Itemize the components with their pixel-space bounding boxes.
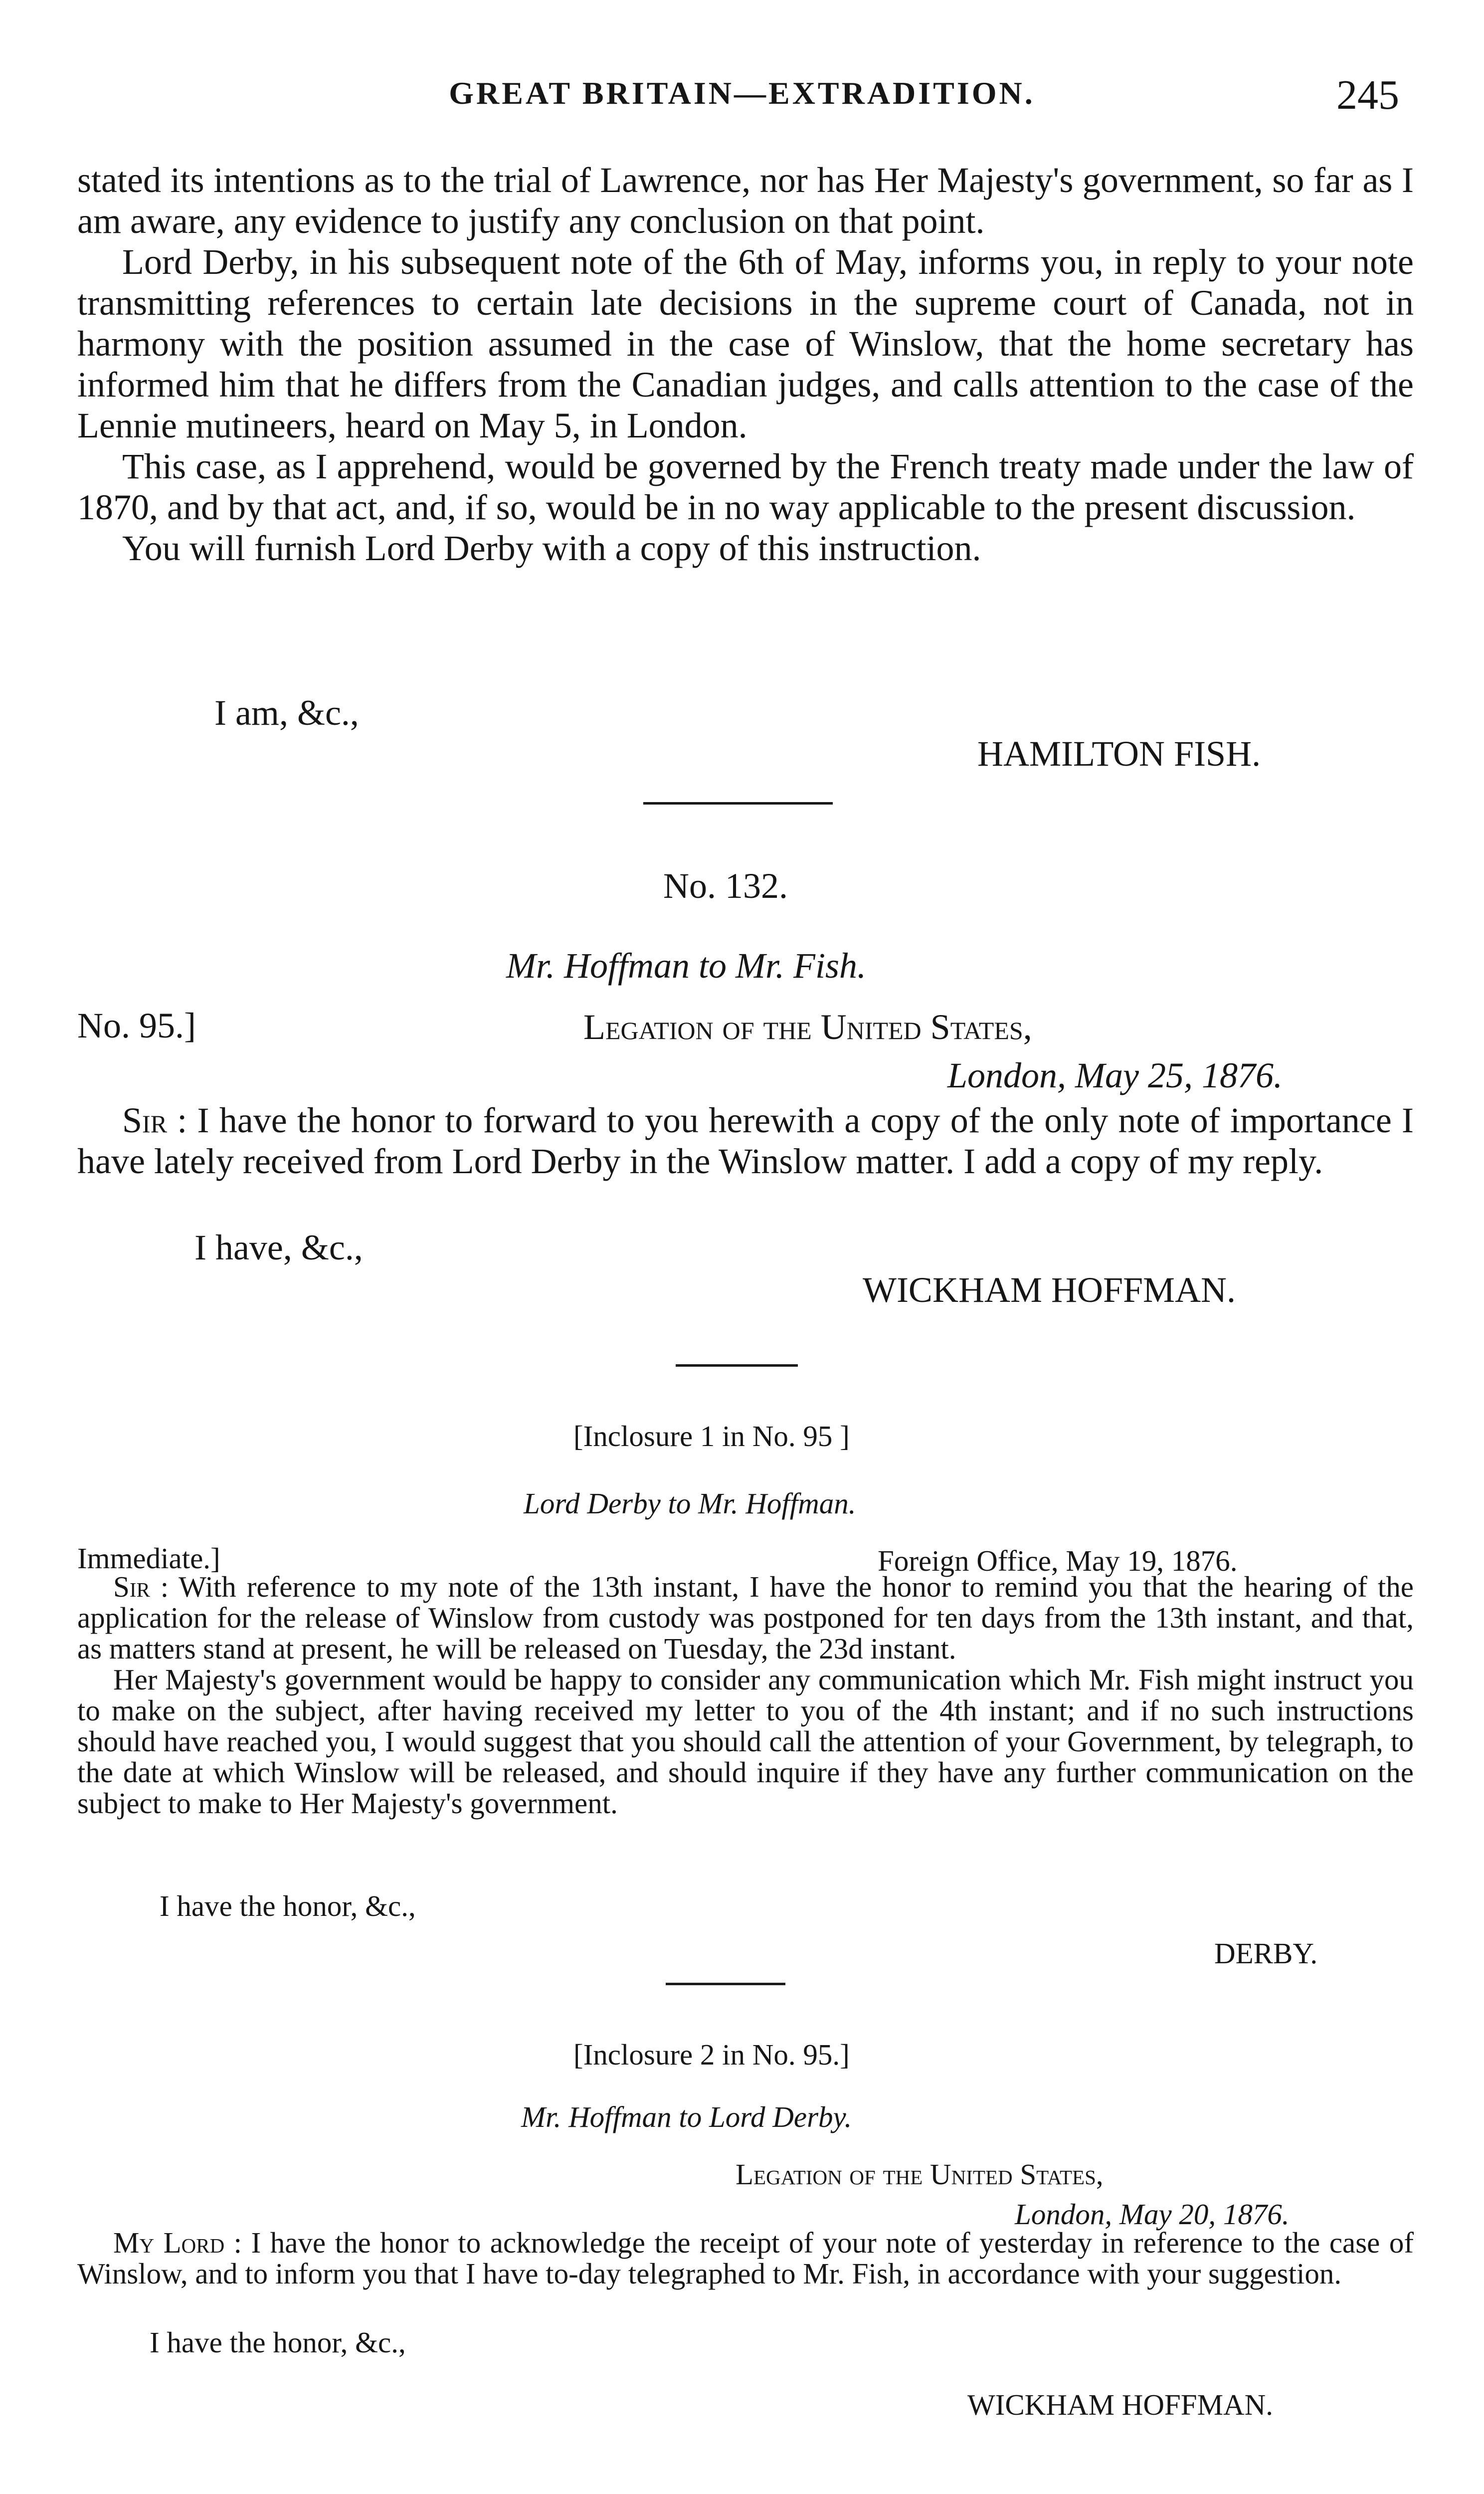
paragraph: With reference to my note of the 13th instant, I have the honor to remind you that the hearing of the application for the release of Winslow from custody was postponed for ten days from the 13th instant, and that, as matters stand at present, he will be released on Tuesday, the 23d instant.: [77, 1570, 1414, 1665]
document-title: Mr. Hoffman to Mr. Fish.: [506, 946, 867, 986]
divider: [643, 802, 833, 805]
paragraph: This case, as I apprehend, would be governed by the French treaty made under the law of 1870, and by that act, and, if so, would be in no way applicable to the present discussion.: [77, 446, 1414, 527]
letter-place: Legation of the United States,: [583, 1007, 1032, 1047]
divider: [666, 1983, 785, 1985]
letter-place: Legation of the United States,: [736, 2158, 1104, 2191]
closing: I have the honor, &c.,: [150, 2326, 406, 2359]
document-number: No. 132.: [663, 866, 788, 906]
inclosure-body: [77, 2227, 1414, 2289]
place-date-text: Foreign Office, May 19, 1876.: [878, 1544, 1238, 1577]
inclosure-body: [77, 1571, 1414, 1819]
inclosure-title: Mr. Hoffman to Lord Derby.: [521, 2100, 852, 2133]
inclosure-label: [Inclosure 1 in No. 95 ]: [573, 1420, 850, 1453]
continued-letter-body: [77, 160, 1414, 569]
paragraph: I have the honor to acknowledge the receipt of your note of yesterday in reference to the case of Winslow, and to inform you that I have to-day telegraphed to Mr. Fish, in accordance with your suggestion.: [77, 2226, 1414, 2290]
signature: HAMILTON FISH.: [977, 734, 1261, 774]
marker: Immediate.]: [77, 1542, 220, 1575]
divider: [676, 1364, 798, 1367]
paragraph: Lord Derby, in his subsequent note of the 6th of May, informs you, in reply to your note transmitting references to certain late decisions in the supreme court of Canada, not in harmony with the position assumed in the case of Winslow, that the home secretary has informed him that he differs from the Canadian judges, and calls attention to the case of the Lennie mutineers, heard on May 5, in London.: [77, 242, 1414, 445]
inclosure-title: Lord Derby to Mr. Hoffman.: [524, 1487, 856, 1520]
closing: I have the honor, &c.,: [160, 1889, 416, 1922]
inclosure-label: [Inclosure 2 in No. 95.]: [573, 2038, 850, 2071]
paragraph: Her Majesty's government would be happy to consider any communication which Mr. Fish might instruct you to make on the subject, after having received my letter to you of the 4th instant; and if no such instructions should have reached you, I would suggest that you should call the attention of your Government, by telegraph, to the date at which Winslow will be released, and should inquire if they have any further communication on the subject to make to Her Majesty's government.: [77, 1663, 1414, 1820]
running-title: GREAT BRITAIN—EXTRADITION.: [449, 75, 1035, 111]
salutation: My Lord :: [113, 2226, 242, 2259]
closing: I have, &c.,: [194, 1228, 363, 1267]
signature: WICKHAM HOFFMAN.: [863, 1270, 1236, 1310]
paragraph: I have the honor to forward to you herewith a copy of the only note of importance I have lately received from Lord Derby in the Winslow matter. I add a copy of my reply.: [77, 1100, 1414, 1181]
letter-date: London, May 25, 1876.: [947, 1055, 1283, 1095]
letter-body: [77, 1100, 1414, 1182]
signature: DERBY.: [1214, 1937, 1318, 1970]
paragraph: stated its intentions as to the trial of Lawrence, nor has Her Majesty's government, so far as I am aware, any evidence to justify any conclusion on that point.: [77, 160, 1414, 241]
salutation: Sir :: [122, 1100, 187, 1140]
page-number: 245: [1336, 72, 1399, 118]
reference-number: No. 95.]: [77, 1006, 196, 1045]
signature: WICKHAM HOFFMAN.: [967, 2388, 1273, 2421]
salutation: Sir :: [113, 1570, 169, 1603]
paragraph: You will furnish Lord Derby with a copy of this instruction.: [122, 528, 981, 568]
letter-date: London, May 20, 1876.: [1015, 2198, 1290, 2231]
closing: I am, &c.,: [214, 693, 359, 733]
